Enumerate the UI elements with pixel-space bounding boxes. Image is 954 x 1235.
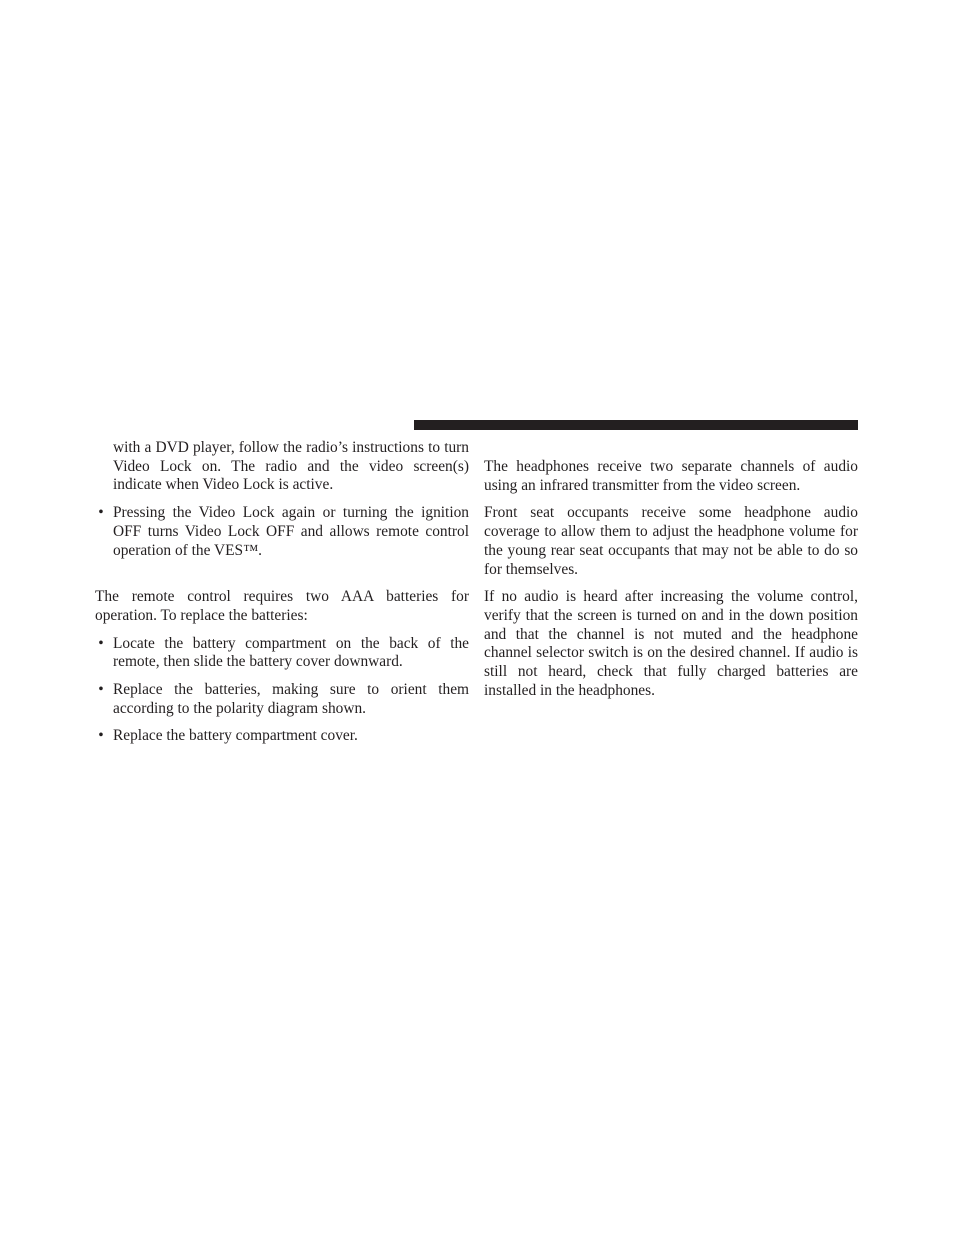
- list-item-text: Replace the battery compartment cover.: [113, 727, 358, 745]
- bullet-icon: •: [98, 634, 104, 652]
- list-item-video-lock-off: [95, 504, 469, 560]
- right-column: [484, 458, 858, 700]
- headphone-channels-paragraph: The headphones receive two separate channels of audio using an infrared transmitter from the video screen.: [484, 458, 858, 494]
- left-column: [95, 439, 469, 746]
- list-item-text: Replace the batteries, making sure to orient them according to the polarity diagram shown.: [113, 681, 469, 717]
- list-item-battery-step-3: [95, 727, 469, 746]
- battery-intro-paragraph: The remote control requires two AAA batteries for operation. To replace the batteries:: [95, 588, 469, 624]
- bullet-icon: •: [98, 681, 104, 699]
- section-header-rule: [414, 420, 858, 430]
- list-item-text: Locate the battery compartment on the back of the remote, then slide the battery cover downward.: [113, 634, 469, 671]
- front-seat-paragraph: Front seat occupants receive some headphone audio coverage to allow them to adjust the headphone volume for the young rear seat occupants that may not be able to do so for themselves.: [484, 504, 858, 578]
- bullet-icon: •: [98, 504, 104, 522]
- continued-bullet-text: with a DVD player, follow the radio’s instructions to turn Video Lock on. The radio and the video screen(s) indicate when Video Lock is active.: [113, 439, 469, 494]
- bullet-icon: •: [98, 727, 104, 745]
- list-item-battery-step-2: [95, 681, 469, 718]
- list-item-battery-step-1: [95, 635, 469, 672]
- no-audio-paragraph: If no audio is heard after increasing the volume control, verify that the screen is turned on and in the down position and that the channel is not muted and the headphone channel selector switch is on the desired channel. If audio is still not heard, check that fully charged batteries are installed in the headphones.: [484, 588, 858, 699]
- list-item-text: Pressing the Video Lock again or turning the ignition OFF turns Video Lock OFF and allows remote control operation of the VES™.: [113, 504, 469, 559]
